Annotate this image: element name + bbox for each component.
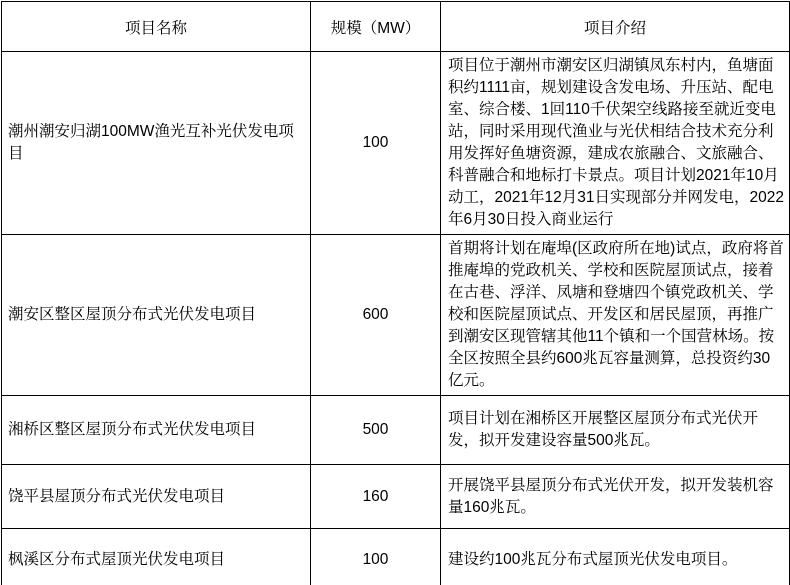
- project-intro-cell: 首期将计划在庵埠(区政府所在地)试点，政府将首推庵埠的党政机关、学校和医院屋顶试点，接着在古巷、浮洋、凤塘和登塘四个镇党政机关、学校和医院屋顶试点、开发区和居民屋顶，再推广到潮安区现管辖其他11个镇和一个国营林场。按全区按照全县约600兆瓦容量测算，总投资约30亿元。: [441, 235, 790, 396]
- project-name-cell: 湘桥区整区屋顶分布式光伏发电项目: [2, 396, 311, 465]
- header-project-name: 项目名称: [2, 2, 311, 52]
- table-row: [2, 235, 790, 396]
- project-table: [1, 1, 790, 585]
- project-scale-cell: 500: [311, 396, 441, 465]
- table-row: [2, 529, 790, 585]
- project-intro-cell: 项目计划在湘桥区开展整区屋顶分布式光伏开发，拟开发建设容量500兆瓦。: [441, 396, 790, 465]
- table-header-row: [2, 2, 790, 52]
- project-name-cell: 潮州潮安归湖100MW渔光互补光伏发电项目: [2, 52, 311, 235]
- table-row: [2, 52, 790, 235]
- project-name-cell: 潮安区整区屋顶分布式光伏发电项目: [2, 235, 311, 396]
- project-scale-cell: 100: [311, 52, 441, 235]
- project-name-cell: 枫溪区分布式屋顶光伏发电项目: [2, 529, 311, 585]
- project-scale-cell: 600: [311, 235, 441, 396]
- table-row: [2, 465, 790, 529]
- project-scale-cell: 100: [311, 529, 441, 585]
- project-intro-cell: 开展饶平县屋顶分布式光伏开发，拟开发装机容量160兆瓦。: [441, 465, 790, 529]
- project-name-cell: 饶平县屋顶分布式光伏发电项目: [2, 465, 311, 529]
- project-intro-cell: 项目位于潮州市潮安区归湖镇凤东村内，鱼塘面积约1111亩，规划建设含发电场、升压站、配电室、综合楼、1回110千伏架空线路接至就近变电站，同时采用现代渔业与光伏相结合技术充分利用发挥好鱼塘资源，建成农旅融合、文旅融合、科普融合和地标打卡景点。项目计划2021年10月动工，2021年12月31日实现部分并网发电，2022年6月30日投入商业运行: [441, 52, 790, 235]
- table-row: [2, 396, 790, 465]
- header-project-intro: 项目介绍: [441, 2, 790, 52]
- project-intro-cell: 建设约100兆瓦分布式屋顶光伏发电项目。: [441, 529, 790, 585]
- project-scale-cell: 160: [311, 465, 441, 529]
- header-scale-mw: 规模（MW）: [311, 2, 441, 52]
